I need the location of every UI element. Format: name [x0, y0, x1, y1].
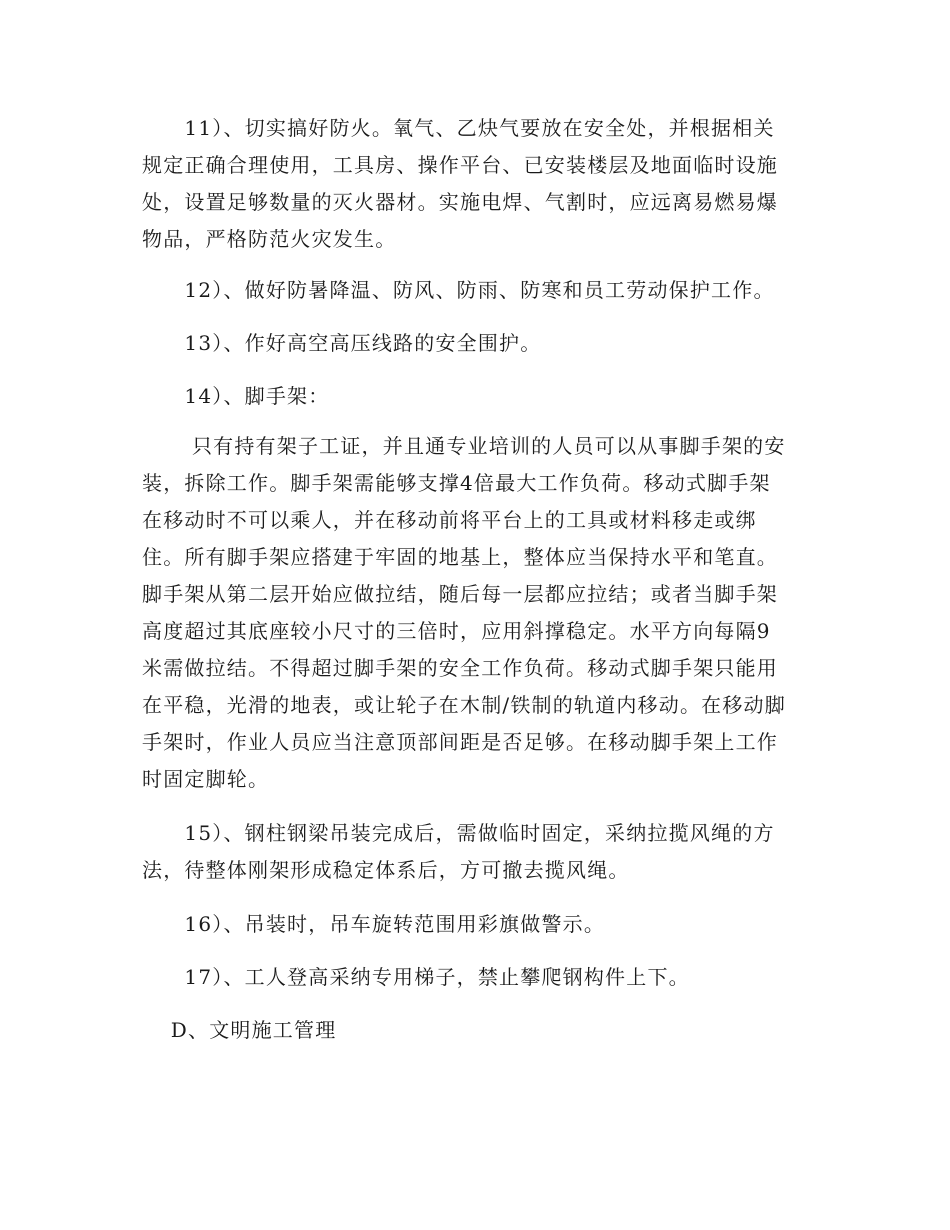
paragraph-item-16	[142, 906, 810, 943]
paragraph-item-15	[142, 815, 810, 889]
text-line: 12）、做好防暑降温、防风、防雨、防寒和员工劳动保护工作。	[142, 278, 775, 302]
text-line: 米需做拉结。不得超过脚手架的安全工作负荷。移动式脚手架只能用	[142, 656, 778, 680]
text-line: 住。所有脚手架应搭建于牢固的地基上，整体应当保持水平和笔直。	[142, 545, 778, 569]
section-heading-d	[142, 1012, 810, 1049]
text-line: 装，拆除工作。脚手架需能够支撑4倍最大工作负荷。移动式脚手架	[142, 471, 771, 495]
text-line: 物品，严格防范火灾发生。	[142, 227, 397, 251]
text-line: 14）、脚手架：	[142, 384, 330, 408]
paragraph-item-11	[142, 110, 810, 258]
text-line: 15）、钢柱钢梁吊装完成后，需做临时固定，采纳拉揽风绳的方	[142, 821, 775, 845]
text-line: 高度超过其底座较小尺寸的三倍时，应用斜撑稳定。水平方向每隔9	[142, 619, 771, 643]
paragraph-item-13	[142, 325, 810, 362]
text-line: 17）、工人登高采纳专用梯子，禁止攀爬钢构件上下。	[142, 965, 690, 989]
text-line: 13）、作好高空高压线路的安全围护。	[142, 331, 542, 355]
paragraph-item-12	[142, 272, 810, 309]
paragraph-scaffold-rules	[142, 428, 810, 798]
text-line: 16）、吊装时，吊车旋转范围用彩旗做警示。	[142, 912, 606, 936]
text-line: 11）、切实搞好防火。氧气、乙炔气要放在安全处，并根据相关	[142, 116, 775, 140]
text-line: 脚手架从第二层开始应做拉结，随后每一层都应拉结；或者当脚手架	[142, 582, 778, 606]
paragraph-item-17	[142, 959, 810, 996]
paragraph-item-14-heading	[142, 378, 810, 415]
text-line: 手架时，作业人员应当注意顶部间距是否足够。在移动脚手架上工作	[142, 730, 778, 754]
text-line: 在平稳，光滑的地表，或让轮子在木制/铁制的轨道内移动。在移动脚	[142, 693, 786, 717]
text-line: 法，待整体刚架形成稳定体系后，方可撤去揽风绳。	[142, 858, 630, 882]
text-line: 时固定脚轮。	[142, 767, 270, 791]
text-line: D、文明施工管理	[142, 1018, 337, 1042]
text-line: 只有持有架子工证，并且通专业培训的人员可以从事脚手架的安	[142, 434, 786, 458]
text-line: 处，设置足够数量的灭火器材。实施电焊、气割时，应远离易燃易爆	[142, 190, 778, 214]
text-line: 规定正确合理使用，工具房、操作平台、已安装楼层及地面临时设施	[142, 153, 778, 177]
text-line: 在移动时不可以乘人，并在移动前将平台上的工具或材料移走或绑	[142, 508, 757, 532]
